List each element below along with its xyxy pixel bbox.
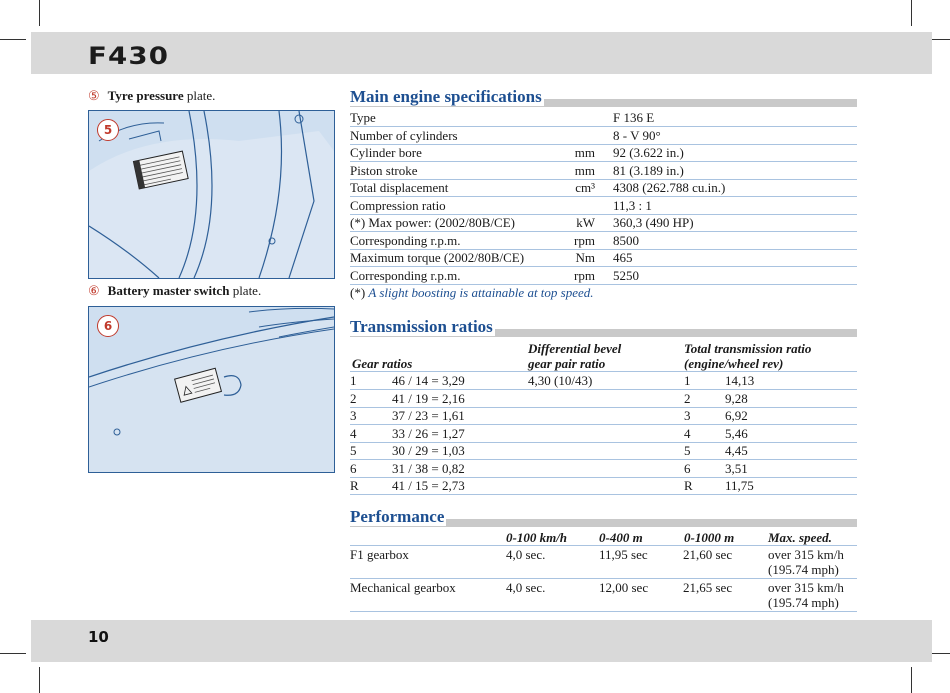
crop-mark	[911, 0, 912, 26]
battery-switch-figure	[88, 306, 335, 473]
performance-section-title	[350, 507, 857, 527]
gear-ratio: 31 / 38 = 0,82	[392, 460, 465, 476]
gear-number: 3	[350, 408, 357, 423]
total-ratio: 11,75	[725, 478, 754, 493]
gearbox-label: Mechanical gearbox	[350, 580, 456, 595]
total-ratio: 14,13	[725, 373, 755, 388]
engine-section-title	[350, 87, 857, 107]
gear-row	[350, 477, 857, 495]
spec-label: Compression ratio	[350, 197, 446, 213]
door-jamb-illustration	[89, 111, 334, 278]
max-speed: over 315 km/h	[768, 580, 844, 595]
caption-number: ⑤	[88, 88, 100, 103]
caption-text: plate.	[183, 88, 216, 103]
spec-value: 8500	[613, 232, 639, 248]
time-400: 12,00 sec	[599, 580, 649, 595]
gear-number: 5	[350, 443, 357, 458]
max-speed: over 315 km/h	[768, 547, 844, 562]
spec-row	[350, 267, 857, 285]
gear-ratio: 33 / 26 = 1,27	[392, 425, 465, 441]
caption-number: ⑥	[88, 283, 100, 298]
total-gear: 6	[684, 460, 691, 476]
column-header: 0-1000 m	[684, 530, 735, 545]
column-header	[684, 341, 811, 371]
max-speed-mph: (195.74 mph)	[768, 562, 839, 577]
performance-row	[350, 579, 857, 612]
gearbox-label: F1 gearbox	[350, 547, 409, 562]
column-header: Max. speed.	[768, 530, 832, 545]
spec-value: 8 - V 90°	[613, 127, 661, 143]
spec-unit: Nm	[575, 250, 595, 265]
spec-row	[350, 232, 857, 250]
figure-badge: 5	[97, 119, 119, 141]
performance-row	[350, 546, 857, 579]
column-header: 0-400 m	[599, 530, 643, 545]
differential-value: 4,30 (10/43)	[528, 373, 593, 388]
spec-label: Type	[350, 110, 376, 125]
spec-row	[350, 127, 857, 145]
caption-text: plate.	[229, 283, 262, 298]
figure-caption	[88, 283, 261, 299]
section-heading: Main engine specifications	[350, 87, 542, 106]
total-gear: 3	[684, 408, 691, 423]
crop-mark	[0, 653, 26, 654]
crop-mark	[911, 667, 912, 693]
logo: F430	[88, 42, 170, 70]
transmission-section-title	[350, 317, 857, 337]
spec-value: 360,3 (490 HP)	[613, 215, 694, 230]
page-number: 10	[88, 628, 109, 646]
spec-unit: rpm	[574, 232, 595, 248]
column-header	[528, 341, 621, 371]
spec-label: (*) Max power: (2002/80B/CE)	[350, 215, 516, 230]
spec-unit: mm	[574, 145, 595, 160]
spec-unit: mm	[574, 162, 595, 178]
gear-ratio: 37 / 23 = 1,61	[392, 408, 465, 423]
gear-number: 6	[350, 460, 357, 476]
crop-mark	[39, 667, 40, 693]
total-gear: 1	[684, 373, 691, 388]
tyre-pressure-figure	[88, 110, 335, 279]
spec-value: F 136 E	[613, 110, 655, 125]
spec-row	[350, 179, 857, 197]
accel-100: 4,0 sec.	[506, 547, 546, 562]
total-ratio: 9,28	[725, 390, 748, 406]
total-ratio: 4,45	[725, 443, 748, 458]
gear-number: R	[350, 478, 359, 493]
spec-row	[350, 109, 857, 127]
total-gear: 4	[684, 425, 691, 441]
spec-value: 81 (3.189 in.)	[613, 162, 684, 178]
header-line: gear pair ratio	[528, 356, 606, 371]
footer-band	[31, 620, 932, 662]
column-header: 0-100 km/h	[506, 530, 568, 545]
spec-unit: kW	[576, 215, 595, 230]
spec-unit: cm³	[575, 180, 595, 195]
spec-row	[350, 144, 857, 162]
caption-bold: Battery master switch	[107, 283, 230, 298]
gear-number: 2	[350, 390, 357, 406]
gear-row	[350, 460, 857, 478]
spec-label: Number of cylinders	[350, 127, 458, 143]
max-speed-mph: (195.74 mph)	[768, 595, 839, 610]
spec-label: Maximum torque (2002/80B/CE)	[350, 250, 525, 265]
gear-ratio: 41 / 15 = 2,73	[392, 478, 465, 493]
gear-row	[350, 407, 857, 425]
time-400: 11,95 sec	[599, 547, 648, 562]
total-ratio: 3,51	[725, 460, 748, 476]
accel-100: 4,0 sec.	[506, 580, 546, 595]
total-gear: R	[684, 478, 693, 493]
gear-row	[350, 372, 857, 390]
gear-ratio: 46 / 14 = 3,29	[392, 373, 465, 388]
spec-value: 92 (3.622 in.)	[613, 145, 684, 160]
spec-label: Corresponding r.p.m.	[350, 232, 461, 248]
spec-row	[350, 249, 857, 267]
gear-row	[350, 442, 857, 460]
total-ratio: 6,92	[725, 408, 748, 423]
gear-row	[350, 425, 857, 443]
spec-row	[350, 214, 857, 232]
spec-label: Cylinder bore	[350, 145, 422, 160]
spec-value: 4308 (262.788 cu.in.)	[613, 180, 726, 195]
crop-mark	[0, 39, 26, 40]
spec-row	[350, 162, 857, 180]
spec-row	[350, 197, 857, 215]
section-heading: Transmission ratios	[350, 317, 493, 336]
gear-row	[350, 390, 857, 408]
time-1000: 21,60 sec	[683, 547, 733, 562]
section-heading: Performance	[350, 507, 445, 526]
footnote	[350, 285, 594, 301]
trunk-illustration	[89, 307, 334, 472]
header-line: Differential bevel	[528, 341, 622, 356]
gear-number: 4	[350, 425, 357, 441]
caption-bold: Tyre pressure	[107, 88, 184, 103]
figure-badge: 6	[97, 315, 119, 337]
spec-label: Total displacement	[350, 180, 449, 195]
time-1000: 21,65 sec	[683, 580, 733, 595]
gear-ratio: 30 / 29 = 1,03	[392, 443, 465, 458]
column-header: Gear ratios	[352, 356, 413, 371]
footnote-text: A slight boosting is attainable at top speed.	[368, 285, 594, 300]
spec-unit: rpm	[574, 267, 595, 283]
spec-value: 5250	[613, 267, 639, 283]
gear-number: 1	[350, 373, 357, 388]
crop-mark	[39, 0, 40, 26]
gear-ratio: 41 / 19 = 2,16	[392, 390, 465, 406]
figure-caption	[88, 88, 215, 104]
total-gear: 2	[684, 390, 691, 406]
spec-label: Piston stroke	[350, 162, 418, 178]
spec-value: 11,3 : 1	[613, 197, 652, 213]
spec-value: 465	[613, 250, 633, 265]
spec-label: Corresponding r.p.m.	[350, 267, 461, 283]
header-line: (engine/wheel rev)	[684, 356, 784, 371]
total-gear: 5	[684, 443, 691, 458]
footnote-marker: (*)	[350, 285, 369, 300]
header-line: Total transmission ratio	[684, 341, 812, 356]
total-ratio: 5,46	[725, 425, 748, 441]
